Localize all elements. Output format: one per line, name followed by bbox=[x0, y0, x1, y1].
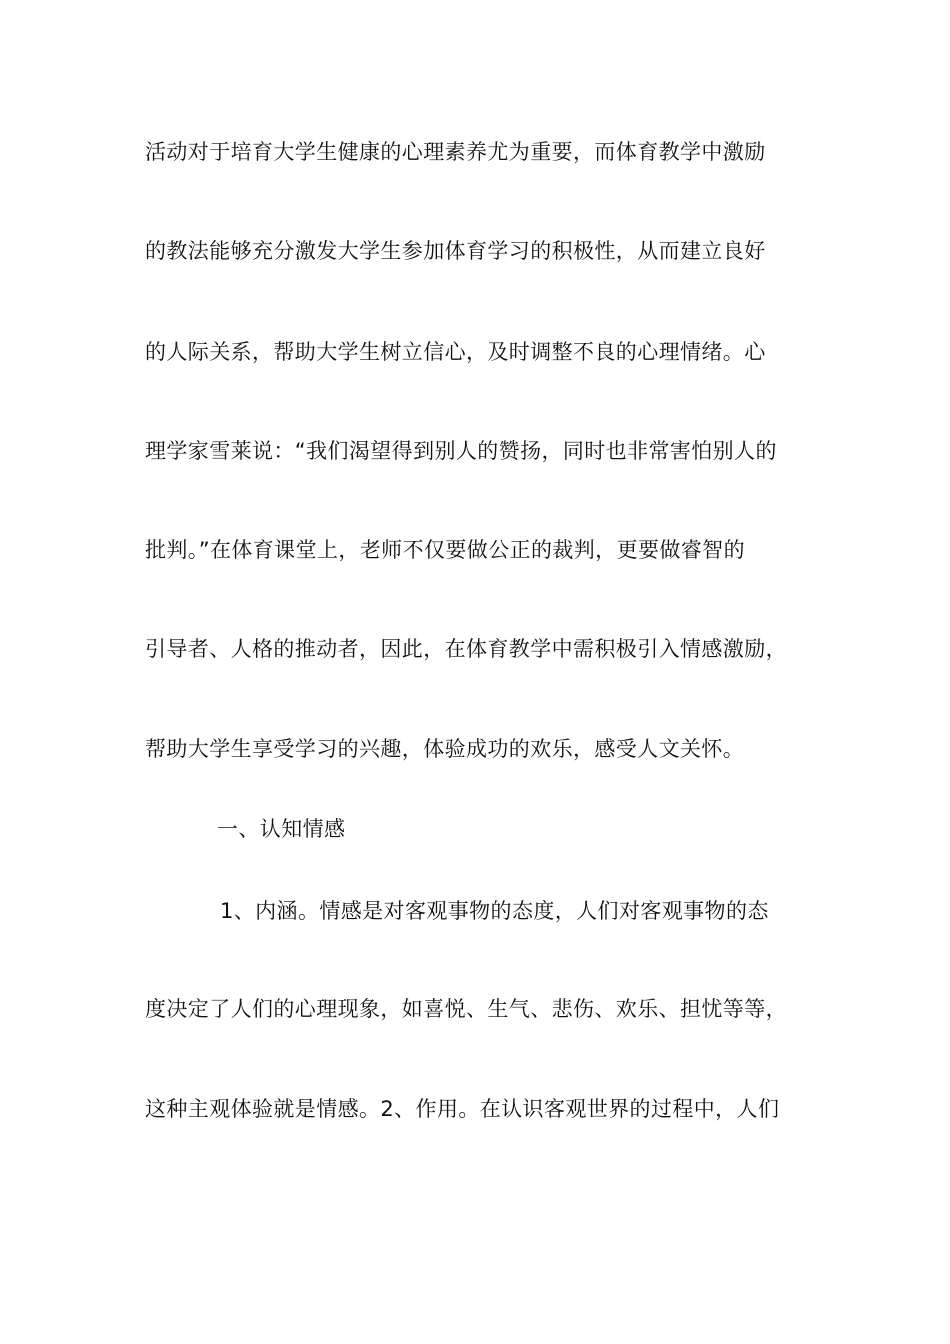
paragraph-line: 的人际关系，帮助大学生树立信心，及时调整不良的心理情绪。心 bbox=[145, 340, 766, 364]
paragraph-line: 批判。”在体育课堂上，老师不仅要做公正的裁判，更要做睿智的 bbox=[145, 538, 745, 562]
paragraph-line: 引导者、人格的推动者，因此，在体育教学中需积极引入情感激励， bbox=[145, 637, 787, 661]
paragraph-line: 1、内涵。情感是对客观事物的态度，人们对客观事物的态 bbox=[220, 899, 769, 923]
section-heading: 一、认知情感 bbox=[217, 817, 346, 841]
paragraph-line: 活动对于培育大学生健康的心理素养尤为重要，而体育教学中激励 bbox=[145, 140, 766, 164]
paragraph-line: 度决定了人们的心理现象，如喜悦、生气、悲伤、欢乐、担忧等等， bbox=[145, 997, 787, 1021]
paragraph-line: 的教法能够充分激发大学生参加体育学习的积极性，从而建立良好 bbox=[145, 239, 766, 263]
paragraph-line: 这种主观体验就是情感。2、作用。在认识客观世界的过程中，人们 bbox=[145, 1097, 780, 1121]
paragraph-line: 理学家雪莱说：“我们渴望得到别人的赞扬，同时也非常害怕别人的 bbox=[145, 439, 777, 463]
paragraph-line: 帮助大学生享受学习的兴趣，体验成功的欢乐，感受人文关怀。 bbox=[145, 737, 745, 761]
